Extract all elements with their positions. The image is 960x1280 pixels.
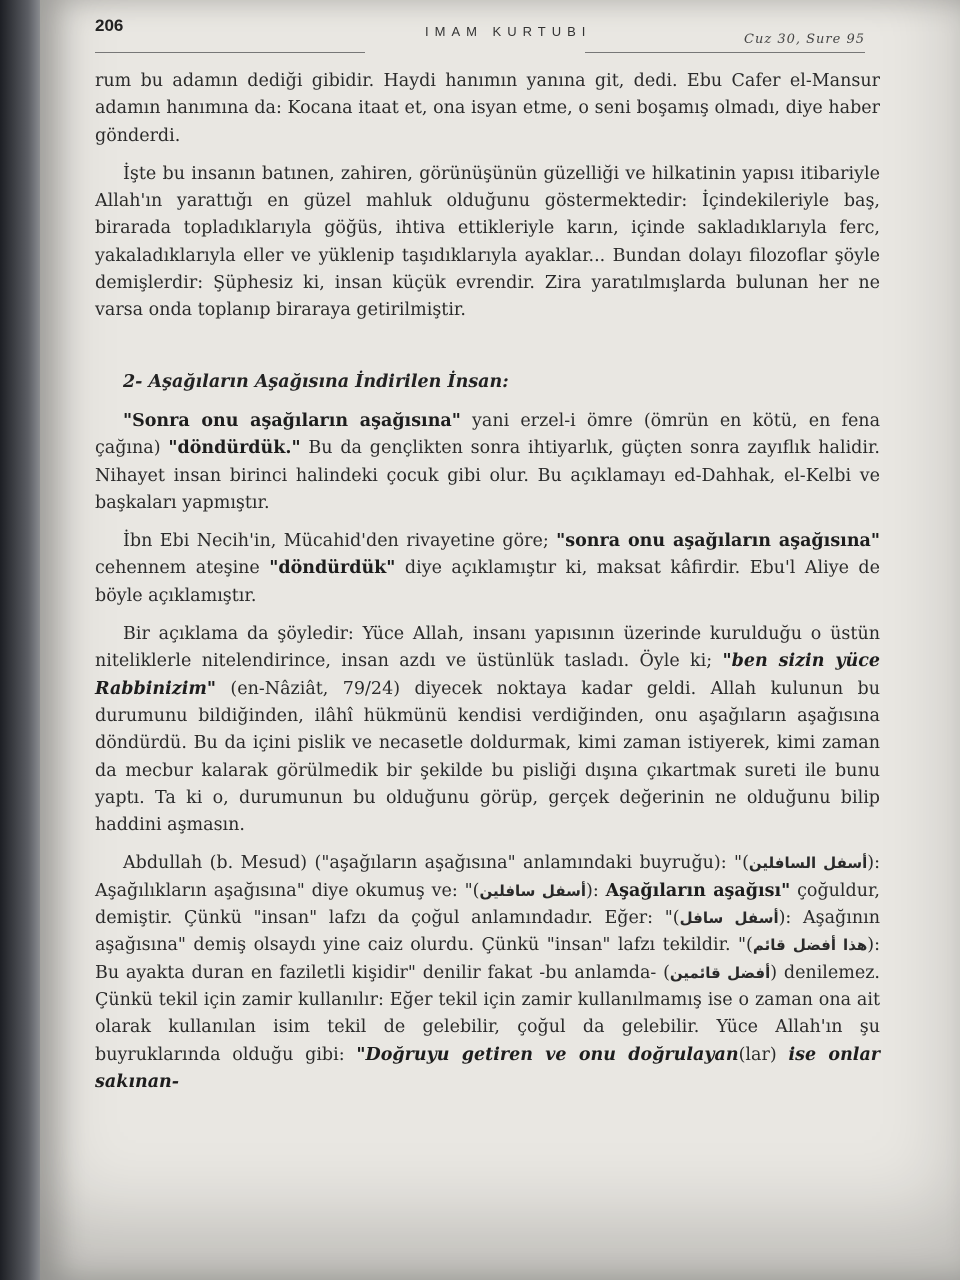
quote-bold: "sonra onu aşağıların aşağısına"	[556, 531, 880, 552]
binding-shadow	[0, 0, 40, 1280]
text-run: ): Aşağılıkların aşağısına" diye okumuş ve: "(	[95, 853, 880, 901]
arabic-phrase: هذا أفضل قائم	[752, 936, 868, 955]
paragraph-1: rum bu adamın dediği gibidir. Haydi hanımın yanına git, dedi. Ebu Cafer el-Mansur adamın hanımına da: Kocana itaat et, ona isyan etme, o seni boşamış olmadı, diye haber gönderdi.	[95, 71, 880, 146]
paragraph-6	[95, 850, 880, 1096]
arabic-phrase: أفضل قائمين	[669, 963, 771, 982]
quote-bold: "döndürdük"	[269, 558, 396, 579]
quote-bold: Aşağıların aşağısı"	[605, 880, 791, 901]
header-rule-right	[585, 52, 865, 53]
text-run: ) denilemez. Çünkü tekil için zamir kullanılır: Eğer tekil için zamir kullanılmamış ise o zaman ona ait olarak kullanılan isim tekil de gelebilir, çoğul da gelebilir. Yüce Allah'ın şu buyruklarında olduğu gibi:	[95, 962, 880, 1065]
text-run: ):	[586, 880, 606, 901]
text-run: diye açıklamıştır ki, maksat kâfirdir. Ebu'l Aliye de böyle açıklamıştır.	[95, 558, 880, 606]
page-body	[95, 68, 880, 1107]
text-run: cehennem ateşine	[95, 558, 270, 579]
paragraph-3	[95, 408, 880, 517]
arabic-phrase: أسفل سافل	[679, 909, 779, 928]
section-heading: 2- Aşağıların Aşağısına İndirilen İnsan:	[123, 371, 509, 392]
quote-bold: "Sonra onu aşağıların aşağısına"	[123, 410, 461, 431]
quote-bold-italic: "ben sizin yüce Rabbinizim"	[95, 651, 881, 699]
section-reference: Cuz 30, Sure 95	[744, 32, 865, 47]
text-run: (en-Nâziât, 79/24) diyecek noktaya kadar geldi. Allah kulunun bu durumunu bildiğinden, ilâhî hükmünü kendisi verdiğinden, onu aşağıların aşağısına döndürdü. Bu da içini pislik ve necasetle doldurmak, kimi zaman istiyerek, kimi zaman da mecbur kalarak görülmedik bir şekilde bu pisliği dışına çıkartmak sureti ile bunu yaptı. Ta ki o, durumunun bu olduğunu görüp, gerçek değerinin ne olduğunu bilip haddini aşmasın.	[95, 678, 880, 836]
quote-bold: "döndürdük."	[168, 438, 301, 459]
text-run: ): Aşağının aşağısına" demiş olsaydı yine caiz olurdu. Çünkü "insan" lafzı tekildir. "(	[95, 908, 880, 956]
text-run: İbn Ebi Necih'in, Mücahid'den rivayetine göre;	[123, 531, 557, 552]
header-rule-left	[95, 52, 365, 53]
text-run: (lar)	[738, 1044, 789, 1065]
arabic-phrase: أسفل السافلين	[748, 854, 868, 873]
arabic-phrase: أسفل سافلين	[479, 881, 587, 900]
paragraph-4	[95, 528, 880, 610]
running-title: IMAM KURTUBI	[425, 24, 592, 39]
text-run: Bir açıklama da şöyledir: Yüce Allah, insanı yapısının üzerinde kurulduğu o üstün niteliklerle nitelendirince, insan azdı ve üstünlük tasladı. Öyle ki;	[95, 624, 880, 672]
text-run: Abdullah (b. Mesud) ("aşağıların aşağısına" anlamındaki buyruğu): "(	[123, 853, 749, 874]
page-number: 206	[95, 16, 124, 35]
text-run: ): Bu ayakta duran en faziletli kişidir" denilir fakat -bu anlamda- (	[95, 935, 880, 983]
paragraph-5	[95, 621, 880, 839]
text-run: çoğuldur, demiştir. Çünkü "insan" lafzı da çoğul anlamındadır. Eğer: "(	[95, 880, 880, 929]
quote-bold-italic: ise onlar sakınan-	[95, 1044, 880, 1092]
quote-bold-italic: "Doğruyu getiren ve onu doğrulayan	[356, 1044, 739, 1065]
text-run: yani erzel-i ömre (ömrün en kötü, en fena çağına)	[95, 410, 880, 459]
paragraph-2: İşte bu insanın batınen, zahiren, görünüşünün güzelliği ve hilkatinin yapısı itibariyle Allah'ın yarattığı en güzel mahluk olduğunu göstermektedir: İçindekileriyle baş, biraradа topladıklarıyla göğüs, ihtiva ettikleriyle karın, içinde sakladıklarıyla ferc, yakaladıklarıyla eller ve yüklenip taşıdıklarıyla ayaklar... Bundan dolayı filozoflar şöyle demişlerdir: Şüphesiz ki, insan küçük evrendir. Zira yaratılmışlarda bulunan her ne varsa onda toplanıp biraraya getirilmiştir.	[95, 163, 880, 321]
text-run: Bu da gençlikten sonra ihtiyarlık, güçten sonra zayıflık halidir. Nihayet insan birinci halindeki çocuk gibi olur. Bu açıklamayı ed-Dahhak, el-Kelbi ve başkaları yapmıştır.	[95, 438, 880, 513]
page-header	[95, 14, 865, 54]
